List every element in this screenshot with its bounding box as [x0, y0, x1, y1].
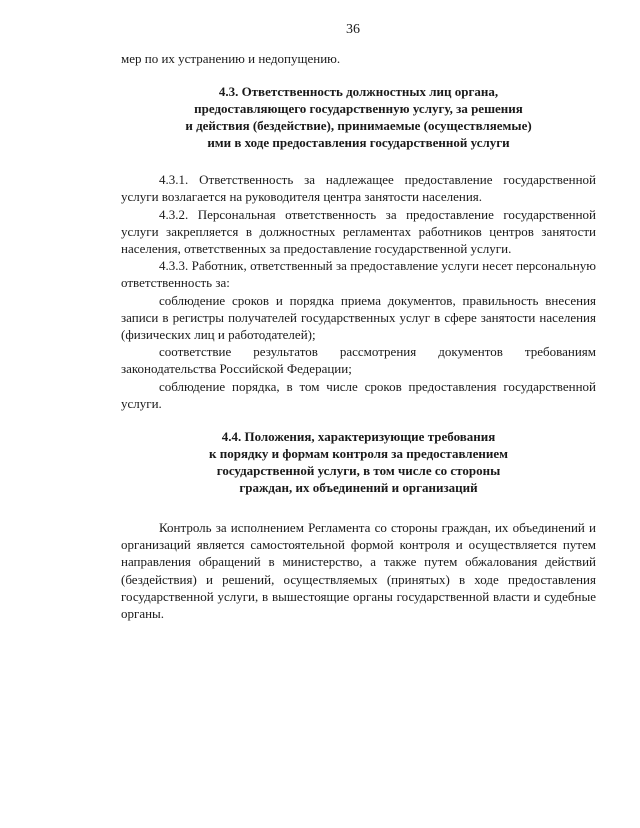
paragraph-control: Контроль за исполнением Регламента со стороны граждан, их объединений и организаций является самостоятельной формой контроля и осуществляется путем направления обращений в министерство, а также путем обжалования действий (бездействия) и решений, осуществляемых (принятых) в ходе предоставления государственной услуги, в вышестоящие органы государственной власти и судебные органы.: [121, 520, 596, 622]
section-4-4-heading: [121, 428, 596, 496]
heading-line: к порядку и формам контроля за предоставлением: [209, 446, 508, 462]
section-4-3-heading: [121, 83, 596, 151]
heading-line: государственной услуги, в том числе со стороны: [216, 463, 501, 479]
paragraph-4-3-2: 4.3.2. Персональная ответственность за предоставление государственной услуги закрепляется в должностных регламентах работников центров занятости населения, ответственных за предоставление государственной услуги.: [121, 206, 596, 257]
intro-line: мер по их устранению и недопущению.: [121, 51, 341, 66]
heading-line: 4.3. Ответственность должностных лиц органа,: [218, 84, 499, 100]
paragraph-4-3-1: 4.3.1. Ответственность за надлежащее предоставление государственной услуги возлагается на руководителя центра занятости населения.: [121, 172, 596, 205]
heading-line: ими в ходе предоставления государственной услуги: [207, 135, 510, 151]
list-item-deadlines: соблюдение сроков и порядка приема документов, правильность внесения записи в регистры получателей государственных услуг в сфере занятости населения (физических лиц и работодателей);: [121, 292, 596, 343]
heading-line: граждан, их объединений и организаций: [239, 480, 478, 496]
list-item-procedure: соблюдение порядка, в том числе сроков предоставления государственной услуги.: [121, 378, 596, 411]
document-body: [121, 50, 596, 622]
section-4-4-body: [121, 519, 596, 622]
paragraph-4-3-3: 4.3.3. Работник, ответственный за предоставление услуги несет персональную ответственность за:: [121, 258, 596, 291]
section-4-3-body: [121, 171, 596, 412]
page-number: 36: [346, 22, 360, 37]
heading-line: и действия (бездействие), принимаемые (осуществляемые): [185, 118, 532, 134]
heading-line: 4.4. Положения, характеризующие требования: [221, 429, 496, 445]
heading-line: предоставляющего государственную услугу, за решения: [194, 101, 523, 117]
list-item-compliance: соответствие результатов рассмотрения документов требованиям законодательства Российской Федерации;: [121, 344, 596, 377]
